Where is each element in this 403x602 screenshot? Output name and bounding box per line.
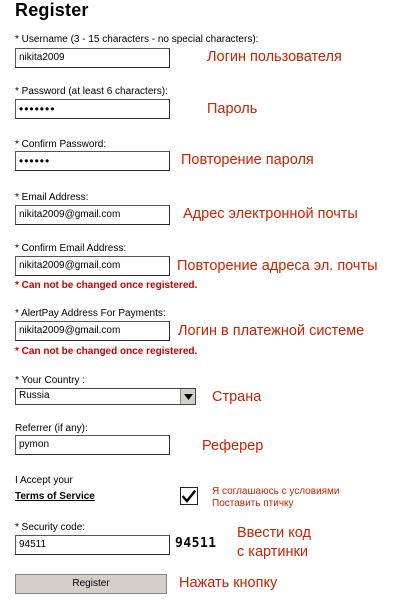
referrer-annotation: Реферер — [202, 438, 264, 454]
password-input[interactable]: ••••••• — [15, 99, 170, 119]
username-label: * Username (3 - 15 characters - no special characters): — [15, 34, 259, 45]
chevron-down-icon[interactable] — [180, 389, 195, 404]
confirm-email-annotation: Повторение адреса эл. почты — [177, 258, 378, 274]
security-annotation-line2: с картинки — [237, 544, 308, 560]
referrer-label: Referrer (if any): — [15, 423, 88, 434]
country-label: * Your Country : — [15, 375, 86, 386]
register-button[interactable]: Register — [15, 574, 167, 594]
accept-terms-checkbox[interactable] — [180, 487, 198, 505]
terms-annotation-line2: Поставить птичку — [212, 498, 294, 509]
alertpay-annotation: Логин в платежной системе — [178, 323, 365, 339]
confirm-email-warning: * Can not be changed once registered. — [15, 280, 198, 291]
check-icon — [182, 490, 196, 503]
password-label: * Password (at least 6 characters): — [15, 86, 168, 97]
captcha-image: 94511 — [175, 536, 217, 551]
country-selected-value: Russia — [19, 390, 50, 401]
confirm-email-label: * Confirm Email Address: — [15, 243, 127, 254]
confirm-password-label: * Confirm Password: — [15, 139, 107, 150]
username-annotation: Логин пользователя — [207, 49, 342, 65]
email-input[interactable]: nikita2009@gmail.com — [15, 205, 170, 225]
security-code-label: * Security code: — [15, 522, 86, 533]
email-label: * Email Address: — [15, 192, 89, 203]
alertpay-input[interactable]: nikita2009@gmail.com — [15, 321, 170, 341]
password-annotation: Пароль — [207, 101, 258, 117]
alertpay-label: * AlertPay Address For Payments: — [15, 308, 166, 319]
terms-of-service-link[interactable]: Terms of Service — [15, 491, 95, 502]
email-annotation: Адрес электронной почты — [183, 206, 358, 222]
register-annotation: Нажать кнопку — [179, 575, 278, 591]
page-title: Register — [15, 0, 89, 20]
alertpay-warning: * Can not be changed once registered. — [15, 346, 198, 357]
country-annotation: Страна — [212, 389, 262, 405]
confirm-email-input[interactable]: nikita2009@gmail.com — [15, 256, 170, 276]
country-select[interactable] — [15, 388, 196, 405]
username-input[interactable]: nikita2009 — [15, 48, 170, 68]
security-code-input[interactable]: 94511 — [15, 535, 170, 555]
security-annotation-line1: Ввести код — [237, 525, 312, 541]
confirm-password-annotation: Повторение пароля — [181, 152, 314, 168]
confirm-password-input[interactable]: •••••• — [15, 151, 170, 171]
referrer-input[interactable]: pymon — [15, 435, 170, 455]
accept-terms-text: I Accept your — [15, 475, 73, 486]
terms-annotation-line1: Я соглашаюсь с условиями — [212, 486, 340, 497]
